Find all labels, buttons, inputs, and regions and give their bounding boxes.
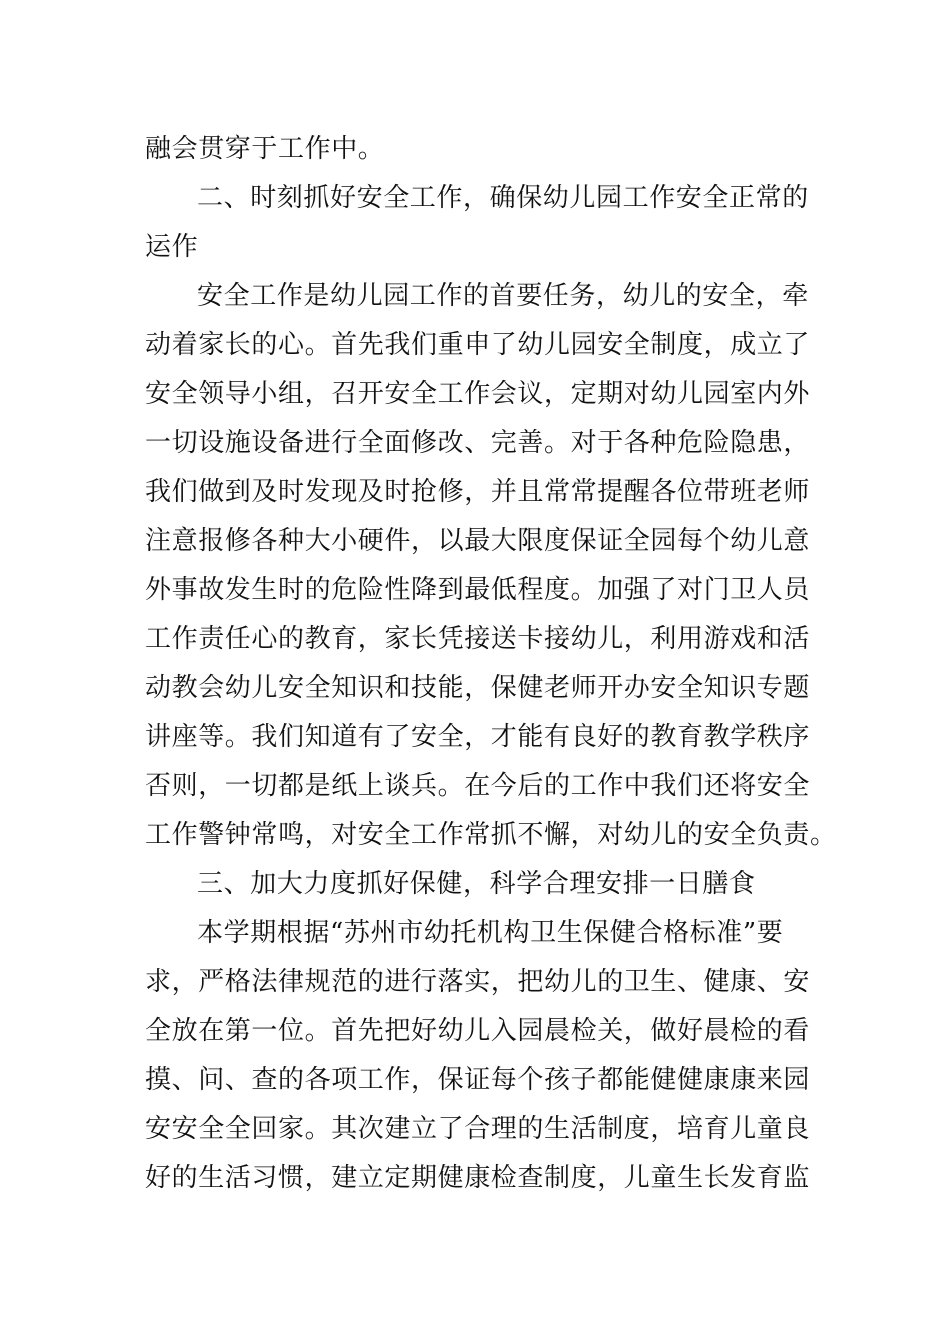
text-line: 好的生活习惯，建立定期健康检查制度，儿童生长发育监 bbox=[145, 1163, 811, 1193]
text-line: 摸、问、查的各项工作，保证每个孩子都能健健康康来园 bbox=[145, 1065, 811, 1095]
paragraph-start: 安全工作是幼儿园工作的首要任务，幼儿的安全，牵 bbox=[197, 281, 809, 311]
text-line: 否则，一切都是纸上谈兵。在今后的工作中我们还将安全 bbox=[145, 771, 811, 801]
text-line: 安安全全回家。其次建立了合理的生活制度，培育儿童良 bbox=[145, 1114, 811, 1144]
text-line: 安全领导小组，召开安全工作会议，定期对幼儿园室内外 bbox=[145, 379, 811, 409]
text-line: 求，严格法律规范的进行落实，把幼儿的卫生、健康、安 bbox=[145, 967, 811, 997]
text-line: 动教会幼儿安全知识和技能，保健老师开办安全知识专题 bbox=[145, 673, 811, 703]
text-line: 我们做到及时发现及时抢修，并且常常提醒各位带班老师 bbox=[145, 477, 811, 507]
text-line: 融会贯穿于工作中。 bbox=[145, 134, 385, 164]
section-heading: 二、时刻抓好安全工作，确保幼儿园工作安全正常的 bbox=[197, 183, 809, 213]
text-line: 讲座等。我们知道有了安全，才能有良好的教育教学秩序 bbox=[145, 722, 811, 752]
text-line: 运作 bbox=[145, 232, 199, 262]
text-line: 全放在第一位。首先把好幼儿入园晨检关，做好晨检的看 bbox=[145, 1016, 811, 1046]
section-heading: 三、加大力度抓好保健，科学合理安排一日膳食 bbox=[197, 869, 756, 899]
text-line: 工作责任心的教育，家长凭接送卡接幼儿，利用游戏和活 bbox=[145, 624, 811, 654]
text-line: 工作警钟常鸣，对安全工作常抓不懈，对幼儿的安全负责。 bbox=[145, 820, 837, 850]
text-line: 外事故发生时的危险性降到最低程度。加强了对门卫人员 bbox=[145, 575, 811, 605]
text-line: 注意报修各种大小硬件，以最大限度保证全园每个幼儿意 bbox=[145, 526, 811, 556]
paragraph-start: 本学期根据“苏州市幼托机构卫生保健合格标准”要 bbox=[197, 918, 784, 948]
text-line: 动着家长的心。首先我们重申了幼儿园安全制度，成立了 bbox=[145, 330, 811, 360]
text-line: 一切设施设备进行全面修改、完善。对于各种危险隐患， bbox=[145, 428, 811, 458]
